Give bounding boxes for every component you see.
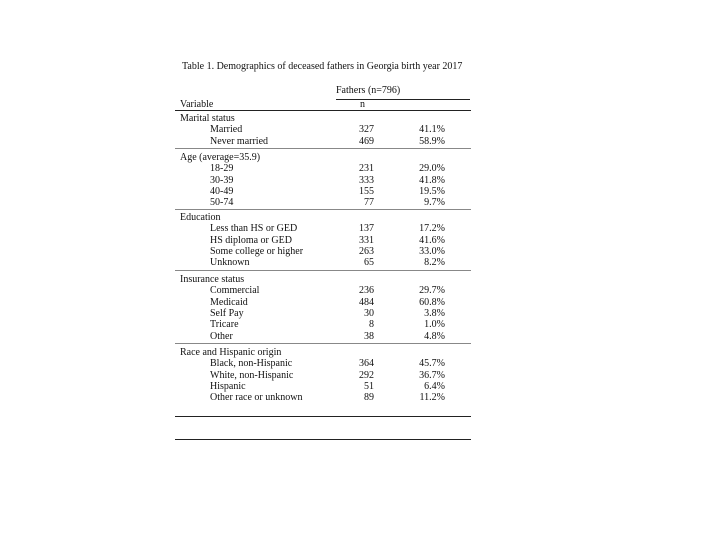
column-header-n: n — [360, 99, 365, 110]
row-count: 38 — [364, 331, 374, 342]
row-percent: 36.7% — [419, 370, 445, 381]
row-count: 327 — [359, 124, 374, 135]
row-percent: 41.8% — [419, 175, 445, 186]
row-label: 50-74 — [210, 197, 234, 208]
row-percent: 1.0% — [424, 319, 445, 330]
row-label: 40-49 — [210, 186, 234, 197]
row-label: Other race or unknown — [210, 392, 303, 403]
row-count: 484 — [359, 297, 374, 308]
section-divider — [175, 270, 471, 271]
row-label: Hispanic — [210, 381, 246, 392]
row-label: Some college or higher — [210, 246, 304, 257]
section-title: Education — [180, 212, 221, 223]
row-label: Never married — [210, 136, 269, 147]
section-divider — [175, 343, 471, 344]
row-count: 65 — [364, 257, 374, 268]
row-percent: 29.7% — [419, 285, 445, 296]
group-header-rule — [336, 99, 470, 100]
row-label: Tricare — [210, 319, 239, 330]
row-percent: 33.0% — [419, 246, 445, 257]
row-label: Less than HS or GED — [210, 223, 298, 234]
row-label: Black, non-Hispanic — [210, 358, 293, 369]
row-percent: 45.7% — [419, 358, 445, 369]
row-percent: 58.9% — [419, 136, 445, 147]
row-label: White, non-Hispanic — [210, 370, 294, 381]
row-count: 137 — [359, 223, 374, 234]
row-count: 364 — [359, 358, 374, 369]
section-title: Race and Hispanic origin — [180, 347, 282, 358]
row-count: 292 — [359, 370, 374, 381]
row-count: 51 — [364, 381, 374, 392]
row-label: Self Pay — [210, 308, 244, 319]
row-percent: 19.5% — [419, 186, 445, 197]
section-divider — [175, 209, 471, 210]
row-percent: 11.2% — [419, 392, 445, 403]
row-label: 18-29 — [210, 163, 234, 174]
row-count: 331 — [359, 235, 374, 246]
column-header-variable: Variable — [180, 99, 214, 110]
row-count: 8 — [369, 319, 374, 330]
row-percent: 4.8% — [424, 331, 445, 342]
row-percent: 60.8% — [419, 297, 445, 308]
row-percent: 29.0% — [419, 163, 445, 174]
row-count: 469 — [359, 136, 374, 147]
section-title: Insurance status — [180, 274, 245, 285]
row-percent: 8.2% — [424, 257, 445, 268]
table-caption: Table 1. Demographics of deceased fathers in Georgia birth year 2017 — [182, 61, 463, 72]
row-label: Unknown — [210, 257, 250, 268]
bottom-rule — [175, 416, 471, 417]
row-percent: 17.2% — [419, 223, 445, 234]
row-count: 231 — [359, 163, 374, 174]
bottom-rule — [175, 439, 471, 440]
row-percent: 3.8% — [424, 308, 445, 319]
row-label: Medicaid — [210, 297, 248, 308]
section-title: Age (average=35.9) — [180, 152, 261, 163]
row-count: 236 — [359, 285, 374, 296]
row-percent: 6.4% — [424, 381, 445, 392]
row-label: Married — [210, 124, 243, 135]
row-percent: 9.7% — [424, 197, 445, 208]
section-divider — [175, 148, 471, 149]
row-count: 89 — [364, 392, 374, 403]
row-count: 263 — [359, 246, 374, 257]
row-percent: 41.1% — [419, 124, 445, 135]
row-count: 333 — [359, 175, 374, 186]
row-count: 30 — [364, 308, 374, 319]
row-label: HS diploma or GED — [210, 235, 292, 246]
row-label: Other — [210, 331, 233, 342]
group-header: Fathers (n=796) — [336, 85, 401, 96]
row-label: Commercial — [210, 285, 260, 296]
row-percent: 41.6% — [419, 235, 445, 246]
header-rule — [175, 110, 471, 111]
row-count: 155 — [359, 186, 374, 197]
row-count: 77 — [364, 197, 374, 208]
row-label: 30-39 — [210, 175, 234, 186]
section-title: Marital status — [180, 113, 235, 124]
